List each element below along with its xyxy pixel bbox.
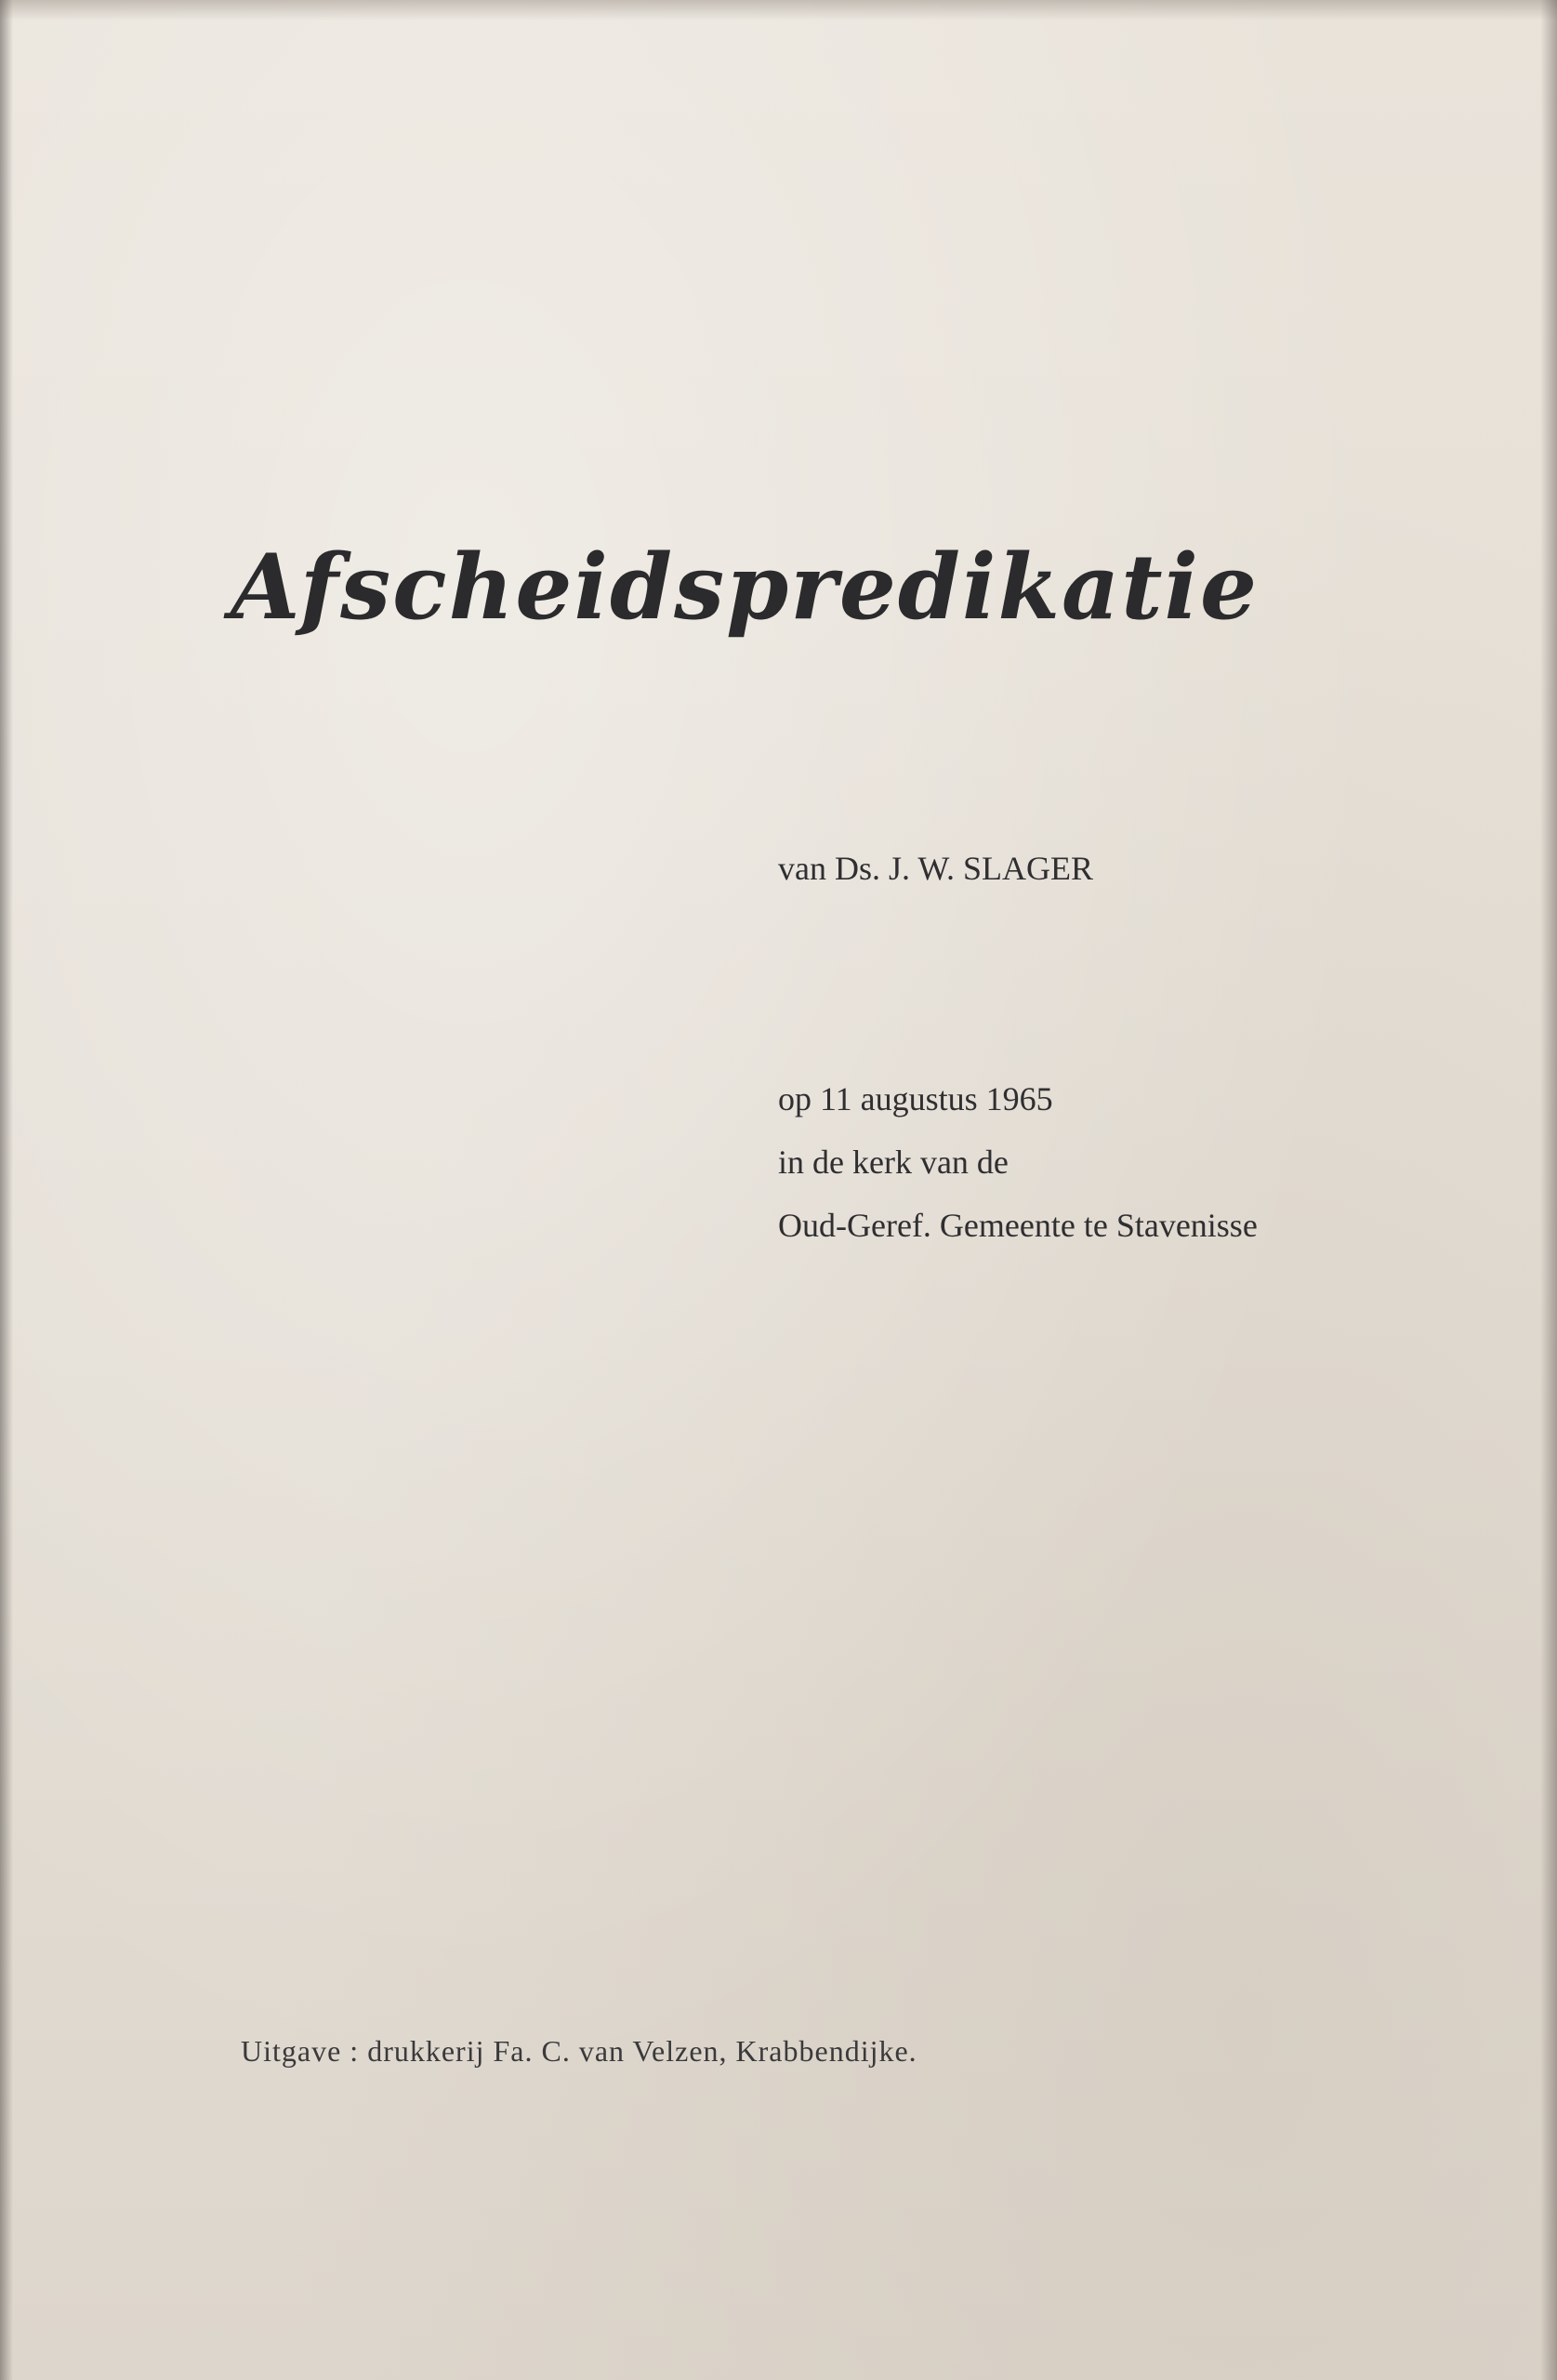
- occasion-place: in de kerk van de: [778, 1144, 1009, 1181]
- paper-edge-left: [0, 0, 13, 2380]
- publisher-line: Uitgave : drukkerij Fa. C. van Velzen, Krabbendijke.: [241, 2034, 917, 2068]
- document-title: Afscheidspredikatie: [231, 535, 1260, 640]
- paper-edge-top: [0, 0, 1557, 20]
- paper-edge-right: [1540, 0, 1557, 2380]
- occasion-block: [778, 1067, 1258, 1257]
- occasion-date: op 11 augustus 1965: [778, 1080, 1053, 1117]
- author-line: van Ds. J. W. SLAGER: [778, 850, 1094, 887]
- occasion-congregation: Oud-Geref. Gemeente te Stavenisse: [778, 1207, 1258, 1244]
